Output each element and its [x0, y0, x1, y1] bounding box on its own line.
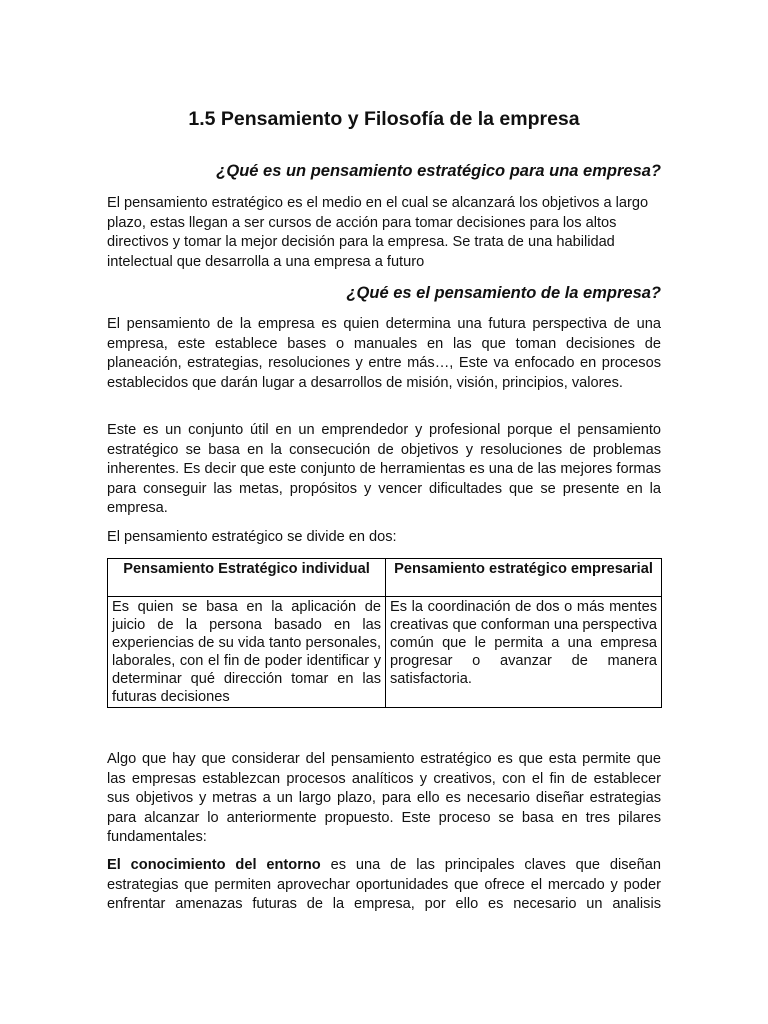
table-header-individual: Pensamiento Estratégico individual: [108, 559, 386, 597]
paragraph-entrepreneur-usefulness: Este es un conjunto útil en un emprendedor y profesional porque el pensamiento estratégico se basa en la consecución de objetivos y resoluciones de problemas inherentes. Es decir que este conjunto de herramientas es una de las mejores formas para conseguir las metas, propósitos y vencer dificultades que se presente en la empresa.: [107, 422, 661, 517]
paragraph-environment-knowledge: [107, 856, 661, 915]
table-header-row: [108, 559, 662, 597]
question-heading-company-thinking: ¿Qué es el pensamiento de la empresa?: [346, 284, 661, 302]
table-cell-individual: Es quien se basa en la aplicación de juicio de la persona basado en las experiencias de su vida tanto personales, laborales, con el fin de poder identificar y determinar qué dirección tomar en las futuras decisiones: [108, 597, 386, 708]
paragraph-strategic-thinking-definition: El pensamiento estratégico es el medio en el cual se alcanzará los objetivos a largo plazo, estas llegan a ser cursos de acción para tomar decisiones para los altos directivos y tomar la mejor decisión para la empresa. Se trata de una habilidad intelectual que desarrolla a una empresa a futuro: [107, 195, 649, 270]
table-cell-business: Es la coordinación de dos o más mentes creativas que conforman una perspectiva común que le permita a una empresa progresar o avanzar de manera satisfactoria.: [386, 597, 662, 708]
question-heading-strategic-thinking: ¿Qué es un pensamiento estratégico para una empresa?: [216, 162, 661, 180]
paragraph-company-thinking-definition: El pensamiento de la empresa es quien determina una futura perspectiva de una empresa, este establece bases o manuales en las que toman decisiones de planeación, estrategias, resoluciones y entre más…, Este va enfocado en procesos establecidos que darán lugar a desarrollos de misión, visión, principios, valores.: [107, 316, 661, 391]
paragraph-considerations: Algo que hay que considerar del pensamiento estratégico es que esta permite que las empresas establezcan procesos analíticos y creativos, con el fin de establecer sus objetivos y metras a un largo plazo, para ello es necesario diseñar estrategias para alcanzar lo anteriormente propuesto. Este proceso se basa en tres pilares fundamentales:: [107, 751, 661, 846]
page-title: 1.5 Pensamiento y Filosofía de la empresa: [188, 108, 580, 130]
paragraph-environment-knowledge-text: es una de las principales claves que diseñan estrategias que permiten aprovechar oportunidades que ofrece el mercado y poder enfrentar amenazas futuras de la empresa, por ello es necesario un analisis: [107, 857, 662, 913]
table-row: [108, 597, 662, 708]
comparison-table: [107, 558, 662, 708]
table-header-business: Pensamiento estratégico empresarial: [386, 559, 662, 597]
bold-term-environment-knowledge: El conocimiento del entorno: [107, 857, 321, 873]
paragraph-divided-in-two: El pensamiento estratégico se divide en dos:: [107, 529, 397, 545]
